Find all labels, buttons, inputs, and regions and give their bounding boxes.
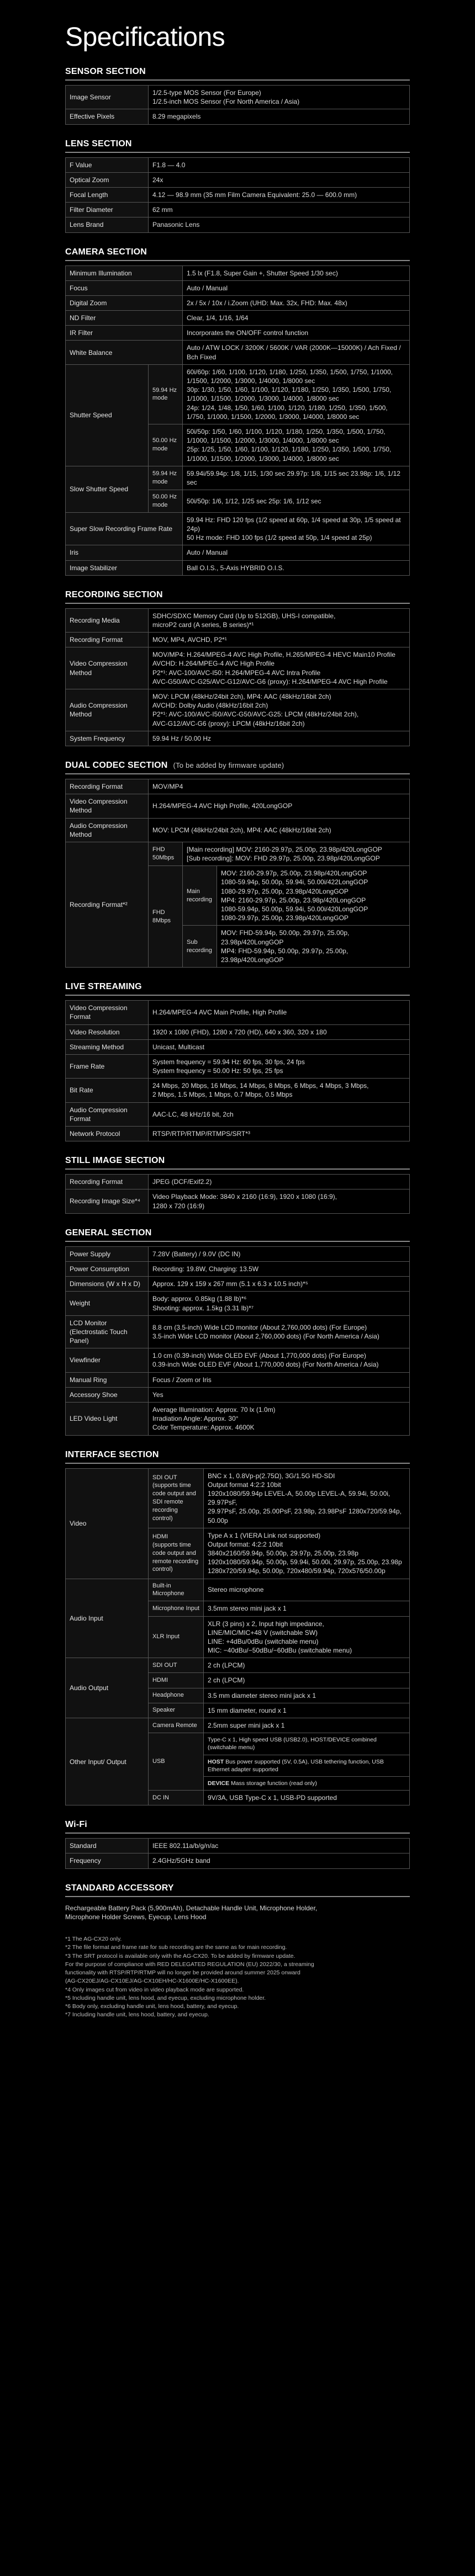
spec-label: Filter Diameter [66,203,149,217]
spec-value: Panasonic Lens [149,217,410,232]
spec-row [66,560,410,575]
spec-label: Iris [66,545,183,560]
spec-row [66,280,410,295]
spec-value: 1.5 lx (F1.8, Super Gain +, Shutter Speed 1/30 sec) [183,265,410,280]
spec-sublabel: SDI OUT (supports time code output and SDI remote recording control) [149,1468,204,1528]
spec-row [66,1127,410,1141]
spec-label: Optical Zoom [66,172,149,187]
spec-row [66,187,410,202]
page-title: Specifications [65,23,225,52]
spec-row [66,1189,410,1213]
spec-label: Audio Input [66,1579,149,1658]
spec-row [66,311,410,326]
spec-label: Standard [66,1839,149,1853]
spec-sublabel: SDI OUT [149,1658,204,1673]
spec-label: Video Compression Method [66,794,149,818]
wifi-section [65,1820,410,1868]
spec-label: Power Consumption [66,1261,149,1276]
still-image-section [65,1156,410,1214]
spec-row [66,466,410,490]
spec-row [66,842,410,865]
spec-value: MOV: 2160-29.97p, 25.00p, 23.98p/420LongGOP 1080-59.94p, 50.00p, 59.94i, 50.00i/422LongGOP 1080-29.97p, 25.00p, 23.98p/420LongGOP MP4: 2160-29.97p, 25.00p, 23.98p/420LongGOP 1080-59.94p, 50.00p, 59.94i, 50.00i/420LongGOP 1080-29.97p, 25.00p, 23.98p/420LongGOP [217,866,410,926]
interface-section [65,1450,410,1806]
spec-row [66,172,410,187]
spec-value: 3.5 mm diameter stereo mini jack x 1 [204,1688,410,1703]
lens-table [65,157,410,233]
spec-label: F Value [66,157,149,172]
spec-sublabel: Microphone Input [149,1601,204,1616]
spec-value: 15 mm diameter, round x 1 [204,1703,410,1718]
sensor-section [65,67,410,125]
spec-row [66,1658,410,1673]
spec-sublabel: USB [149,1733,204,1791]
spec-value: 3.5mm stereo mini jack x 1 [204,1601,410,1616]
spec-value: [Main recording] MOV: 2160-29.97p, 25.00p, 23.98p/420LongGOP [Sub recording]: MOV: FHD 29.97p, 25.00p, 23.98p/420LongGOP [183,842,410,865]
spec-row [66,794,410,818]
spec-label: Audio Output [66,1658,149,1718]
spec-row [66,203,410,217]
spec-row [66,731,410,746]
spec-sublabel: 50.00 Hz mode [149,424,183,466]
spec-label: Video Compression Format [66,1001,149,1024]
footnote: *1 The AG-CX20 only. [65,1936,122,1943]
spec-value: Clear, 1/4, 1/16, 1/64 [183,311,410,326]
usb-host-value: Bus power supported (5V, 0.5A), USB tethering function, USB Ethernet adapter supported [208,1758,384,1773]
spec-value: System frequency = 59.94 Hz: 60 fps, 30 fps, 24 fps System frequency = 50.00 Hz: 50 fps, 25 fps [149,1054,410,1078]
spec-label: Image Sensor [66,86,149,109]
spec-row [66,1387,410,1402]
spec-row [66,1039,410,1054]
wifi-table [65,1838,410,1868]
spec-value: BNC x 1, 0.8Vp-p(2.75Ω), 3G/1.5G HD-SDI Output format 4:2:2 10bit 1920x1080/59.94p LEVEL-A, 50.00p LEVEL-A, 59.94i, 50.00i, 29.97PsF, 29.97PsF, 25.00p, 25.00PsF, 23.98p, 23.98PsF 1280x720/59.94p, 50.00p [204,1468,410,1528]
spec-label: Recording Format*² [66,842,149,967]
spec-row [66,326,410,341]
spec-row [66,364,410,424]
spec-value: 4.12 — 98.9 mm (35 mm Film Camera Equivalent: 25.0 — 600.0 mm) [149,187,410,202]
spec-value: Auto / ATW LOCK / 3200K / 5600K / VAR (2000K—15000K) / Ach Fixed / Bch Fixed [183,341,410,364]
camera-table [65,265,410,576]
spec-sublabel: 50.00 Hz mode [149,490,183,513]
spec-value: 24 Mbps, 20 Mbps, 16 Mbps, 14 Mbps, 8 Mbps, 6 Mbps, 4 Mbps, 3 Mbps, 2 Mbps, 1.5 Mbps, 1 Mbps, 0.7 Mbps, 0.5 Mbps [149,1079,410,1102]
section-heading: LIVE STREAMING [65,982,410,996]
general-section [65,1228,410,1436]
spec-value: Auto / Manual [183,545,410,560]
spec-row [66,1054,410,1078]
spec-value: 8.29 megapixels [149,109,410,124]
spec-row [66,1175,410,1189]
spec-value: 59.94 Hz / 50.00 Hz [149,731,410,746]
spec-row [66,608,410,632]
footnote: *6 Body only, excluding handle unit, lens hood, battery, and eyecup. [65,2003,239,2010]
spec-row [66,217,410,232]
spec-value: 9V/3A, USB Type-C x 1, USB-PD supported [204,1791,410,1805]
spec-label: Recording Format [66,1175,149,1189]
spec-sublabel: XLR Input [149,1616,204,1658]
spec-value: 59.94i/59.94p: 1/8, 1/15, 1/30 sec 29.97p: 1/8, 1/15 sec 23.98p: 1/6, 1/12 sec [183,466,410,490]
spec-value: Type-C x 1, High speed USB (USB2.0), HOST/DEVICE combined (switchable menu) [204,1733,410,1755]
spec-label: Video [66,1468,149,1579]
spec-value: 2 ch (LPCM) [204,1673,410,1688]
spec-sublabel: Sub recording [183,926,217,968]
spec-row [66,1468,410,1528]
section-heading: SENSOR SECTION [65,67,410,81]
recording-section [65,590,410,746]
footnote: *5 Including handle unit, lens hood, and eyecup, excluding microphone holder. [65,1994,266,2001]
dual-codec-section [65,761,410,968]
heading-text: DUAL CODEC SECTION [65,760,168,770]
spec-value: Incorporates the ON/OFF control function [183,326,410,341]
still-table [65,1174,410,1214]
spec-row [66,265,410,280]
spec-value: 50i/50p: 1/50, 1/60, 1/100, 1/120, 1/180, 1/250, 1/350, 1/500, 1/750, 1/1000, 1/1500, 1/2000, 1/3000, 1/4000, 1/8000 sec 25p: 1/25, 1/50, 1/60, 1/100, 1/120, 1/180, 1/250, 1/350, 1/500, 1/750, 1/1000, 1/1500, 1/2000, 1/3000, 1/4000, 1/8000 sec [183,424,410,466]
interface-table [65,1468,410,1806]
spec-value: MOV/MP4 [149,779,410,794]
spec-row [66,1372,410,1387]
spec-value: Average Illumination: Approx. 70 lx (1.0m) Irradiation Angle: Approx. 30° Color Temperature: Approx. 4600K [149,1403,410,1436]
footnote: *7 Including handle unit, lens hood, battery, and eyecup. [65,2011,209,2019]
spec-value: 59.94 Hz: FHD 120 fps (1/2 speed at 60p, 1/4 speed at 30p, 1/5 speed at 24p) 50 Hz mode: FHD 100 fps (1/2 speed at 50p, 1/4 speed at 25p) [183,512,410,545]
accessory-text: Rechargeable Battery Pack (5,900mAh), Detachable Handle Unit, Microphone Holder, Microphone Holder Screws, Eyecup, Lens Hood [65,1904,318,1921]
lens-section [65,139,410,233]
spec-value: 1920 x 1080 (FHD), 1280 x 720 (HD), 640 x 360, 320 x 180 [149,1024,410,1039]
spec-sublabel: Camera Remote [149,1718,204,1733]
spec-row [66,1315,410,1348]
spec-label: Audio Compression Method [66,818,149,842]
spec-value: H.264/MPEG-4 AVC Main Profile, High Profile [149,1001,410,1024]
spec-row [66,341,410,364]
spec-label: Streaming Method [66,1039,149,1054]
spec-sublabel: Built-in Microphone [149,1579,204,1601]
spec-value [204,1776,410,1790]
spec-sublabel: FHD 8Mbps [149,866,183,968]
spec-sublabel: Speaker [149,1703,204,1718]
spec-label: Recording Format [66,633,149,647]
spec-sublabel: HDMI [149,1673,204,1688]
spec-value [204,1755,410,1776]
spec-value: 2.4GHz/5GHz band [149,1853,410,1868]
spec-label: Dimensions (W x H x D) [66,1277,149,1292]
usb-host-label: HOST [208,1758,224,1765]
spec-row [66,1102,410,1126]
spec-label: Manual Ring [66,1372,149,1387]
general-table [65,1246,410,1436]
spec-label: Frame Rate [66,1054,149,1078]
spec-value: 60i/60p: 1/60, 1/100, 1/120, 1/180, 1/250, 1/350, 1/500, 1/750, 1/1000, 1/1500, 1/2000, 1/3000, 1/4000, 1/8000 sec 30p: 1/30, 1/50, 1/60, 1/100, 1/120, 1/180, 1/250, 1/350, 1/500, 1/750, 1/1000, 1/1500, 1/2000, 1/3000, 1/4000, 1/8000 sec 24p: 1/24, 1/48, 1/50, 1/60, 1/100, 1/120, 1/180, 1/250, 1/350, 1/500, 1/750, 1/1000, 1/1500, 1/2000, 1/3000, 1/4000, 1/8000 sec [183,364,410,424]
spec-label: Viewfinder [66,1348,149,1372]
section-heading: CAMERA SECTION [65,247,410,261]
spec-row [66,1292,410,1315]
spec-value: MOV, MP4, AVCHD, P2*¹ [149,633,410,647]
spec-value: Body: approx. 0.85kg (1.88 lb)*⁶ Shooting: approx. 1.5kg (3.31 lb)*⁷ [149,1292,410,1315]
spec-label: Recording Media [66,608,149,632]
spec-label: Accessory Shoe [66,1387,149,1402]
spec-label: IR Filter [66,326,183,341]
spec-label: Lens Brand [66,217,149,232]
spec-value: Focus / Zoom or Iris [149,1372,410,1387]
spec-row [66,1261,410,1276]
footnote: *4 Only images cut from video in video playback mode are supported. [65,1986,244,1993]
section-heading: Wi-Fi [65,1820,410,1834]
spec-value: MOV: LPCM (48kHz/24bit 2ch), MP4: AAC (48kHz/16bit 2ch) AVCHD: Dolby Audio (48kHz/16bit 2ch) P2*¹: AVC-100/AVC-I50/AVC-G50/AVC-G25: LPCM (48kHz/24bit 2ch), AVC-G12/AVC-G6 (proxy): LPCM (48kHz/16bit 2ch) [149,689,410,731]
spec-label: Effective Pixels [66,109,149,124]
spec-value: AAC-LC, 48 kHz/16 bit, 2ch [149,1102,410,1126]
spec-row [66,1839,410,1853]
spec-label: Network Protocol [66,1127,149,1141]
spec-label: Recording Image Size*⁴ [66,1189,149,1213]
spec-label: Digital Zoom [66,295,183,310]
section-heading: INTERFACE SECTION [65,1450,410,1464]
spec-sublabel: 59.94 Hz mode [149,466,183,490]
spec-label: Recording Format [66,779,149,794]
spec-row [66,1079,410,1102]
heading-note: (To be added by firmware update) [173,761,284,769]
spec-value: Yes [149,1387,410,1402]
spec-label: Bit Rate [66,1079,149,1102]
spec-label: Shutter Speed [66,364,149,466]
spec-label: Focal Length [66,187,149,202]
spec-row [66,1718,410,1733]
spec-value: MOV: LPCM (48kHz/24bit 2ch), MP4: AAC (48kHz/16bit 2ch) [149,818,410,842]
spec-value: Auto / Manual [183,280,410,295]
spec-value: Type A x 1 (VIERA Link not supported) Output format: 4:2:2 10bit 3840x2160/59.94p, 50.00p, 29.97p, 25.00p, 23.98p 1920x1080/59.94p, 50.00p, 59.94i, 50.00i, 29.97p, 25.00p, 23.98p 1280x720/59.94p, 50.00p, 720x480/59.94p, 720x576/50.00p [204,1528,410,1579]
spec-value: Approx. 129 x 159 x 267 mm (5.1 x 6.3 x 10.5 inch)*⁵ [149,1277,410,1292]
spec-row [66,818,410,842]
spec-value: Unicast, Multicast [149,1039,410,1054]
spec-value: H.264/MPEG-4 AVC High Profile, 420LongGOP [149,794,410,818]
spec-label: Slow Shutter Speed [66,466,149,512]
spec-value: XLR (3 pins) x 2, Input high impedance, LINE/MIC/MIC+48 V (switchable SW) LINE: +4dBu/0dBu (switchable menu) MIC: −40dBu/−50dBu/−60dBu (switchable menu) [204,1616,410,1658]
usb-device-label: DEVICE [208,1780,230,1787]
spec-value: 7.28V (Battery) / 9.0V (DC IN) [149,1246,410,1261]
spec-row [66,1001,410,1024]
section-heading: GENERAL SECTION [65,1228,410,1242]
spec-label: Audio Compression Method [66,689,149,731]
spec-label: LCD Monitor (Electrostatic Touch Panel) [66,1315,149,1348]
spec-value: MOV: FHD-59.94p, 50.00p, 29.97p, 25.00p, 23.98p/420LongGOP MP4: FHD-59.94p, 50.00p, 29.97p, 25.00p, 23.98p/420LongGOP [217,926,410,968]
spec-label: Weight [66,1292,149,1315]
spec-value: 2x / 5x / 10x / i.Zoom (UHD: Max. 32x, FHD: Max. 48x) [183,295,410,310]
spec-row [66,1024,410,1039]
spec-sublabel: 59.94 Hz mode [149,364,183,424]
section-heading: STANDARD ACCESSORY [65,1883,410,1897]
spec-row [66,1246,410,1261]
spec-value: 8.8 cm (3.5-inch) Wide LCD monitor (About 2,760,000 dots) (For Europe) 3.5-inch Wide LCD monitor (About 2,760,000 dots) (For North America / Asia) [149,1315,410,1348]
live-table [65,1000,410,1141]
spec-label: Audio Compression Format [66,1102,149,1126]
spec-label: LED Video Light [66,1403,149,1436]
spec-row [66,86,410,109]
spec-sublabel: FHD 50Mbps [149,842,183,865]
spec-row [66,689,410,731]
spec-label: System Frequency [66,731,149,746]
sensor-table [65,85,410,125]
spec-value: JPEG (DCF/Exif2.2) [149,1175,410,1189]
spec-sublabel: Main recording [183,866,217,926]
footnote: *2 The file format and frame rate for sub recording are the same as for main recording. [65,1944,287,1951]
spec-label: Video Compression Method [66,647,149,689]
usb-device-value: Mass storage function (read only) [231,1780,317,1787]
spec-value: IEEE 802.11a/b/g/n/ac [149,1839,410,1853]
spec-row [66,157,410,172]
spec-sublabel: HDMI (supports time code output and remote recording control) [149,1528,204,1579]
spec-value: SDHC/SDXC Memory Card (Up to 512GB), UHS-I compatible, microP2 card (A series, B series)*¹ [149,608,410,632]
footnote: *3 The SRT protocol is available only with the AG-CX20. To be added by firmware update. For the purpose of compliance with RED DELEGATED REGULATION (EU) 2022/30, a streaming functionality with RTSP/RTP/RTMP will no longer be provided around summer 2025 onward (AG-CX20EJ/AG-CX10EJ/AG-CX10EH/HC-X1600E/HC-X1600EE). [65,1952,314,1985]
spec-row [66,779,410,794]
spec-value: Ball O.I.S., 5-Axis HYBRID O.I.S. [183,560,410,575]
spec-value: MOV/MP4: H.264/MPEG-4 AVC High Profile, H.265/MPEG-4 HEVC Main10 Profile AVCHD: H.264/MPEG-4 AVC High Profile P2*¹: AVC-100/AVC-I50: H.264/MPEG-4 AVC Intra Profile AVC-G50/AVC-G25/AVC-G12/AVC-G6 (proxy): H.264/MPEG-4 AVC High Profile [149,647,410,689]
spec-value: 2.5mm super mini jack x 1 [204,1718,410,1733]
recording-table [65,608,410,746]
spec-label: Focus [66,280,183,295]
spec-label: Other Input/ Output [66,1718,149,1805]
spec-label: ND Filter [66,311,183,326]
spec-label: Image Stabilizer [66,560,183,575]
spec-value: 1/2.5-type MOS Sensor (For Europe) 1/2.5-inch MOS Sensor (For North America / Asia) [149,86,410,109]
spec-label: Minimum Illumination [66,265,183,280]
spec-sublabel: Headphone [149,1688,204,1703]
spec-value: Recording: 19.8W, Charging: 13.5W [149,1261,410,1276]
live-streaming-section [65,982,410,1141]
spec-value: F1.8 — 4.0 [149,157,410,172]
footnotes [65,1935,410,2019]
spec-label: Video Resolution [66,1024,149,1039]
accessory-section [65,1883,410,1922]
spec-row [66,109,410,124]
spec-label: White Balance [66,341,183,364]
section-heading [65,761,410,774]
spec-label: Super Slow Recording Frame Rate [66,512,183,545]
camera-section [65,247,410,576]
spec-row [66,1277,410,1292]
spec-value: 1.0 cm (0.39-inch) Wide OLED EVF (About 1,770,000 dots) (For Europe) 0.39-inch Wide OLED EVF (About 1,770,000 dots) (For North America / Asia) [149,1348,410,1372]
section-heading: RECORDING SECTION [65,590,410,604]
section-heading: STILL IMAGE SECTION [65,1156,410,1170]
spec-row [66,1403,410,1436]
spec-label: Frequency [66,1853,149,1868]
dual-codec-table [65,779,410,968]
spec-row [66,647,410,689]
spec-sublabel: DC IN [149,1791,204,1805]
spec-value: RTSP/RTP/RTMP/RTMPS/SRT*³ [149,1127,410,1141]
spec-value: 62 mm [149,203,410,217]
spec-row [66,545,410,560]
spec-value: 24x [149,172,410,187]
spec-row [66,512,410,545]
spec-value: 2 ch (LPCM) [204,1658,410,1673]
spec-label: Power Supply [66,1246,149,1261]
spec-value: 50i/50p: 1/6, 1/12, 1/25 sec 25p: 1/6, 1/12 sec [183,490,410,513]
spec-row [66,1579,410,1601]
spec-value: Stereo microphone [204,1579,410,1601]
spec-row [66,633,410,647]
section-heading: LENS SECTION [65,139,410,153]
spec-row [66,1348,410,1372]
spec-row [66,295,410,310]
spec-value: Video Playback Mode: 3840 x 2160 (16:9), 1920 x 1080 (16:9), 1280 x 720 (16:9) [149,1189,410,1213]
spec-row [66,1853,410,1868]
